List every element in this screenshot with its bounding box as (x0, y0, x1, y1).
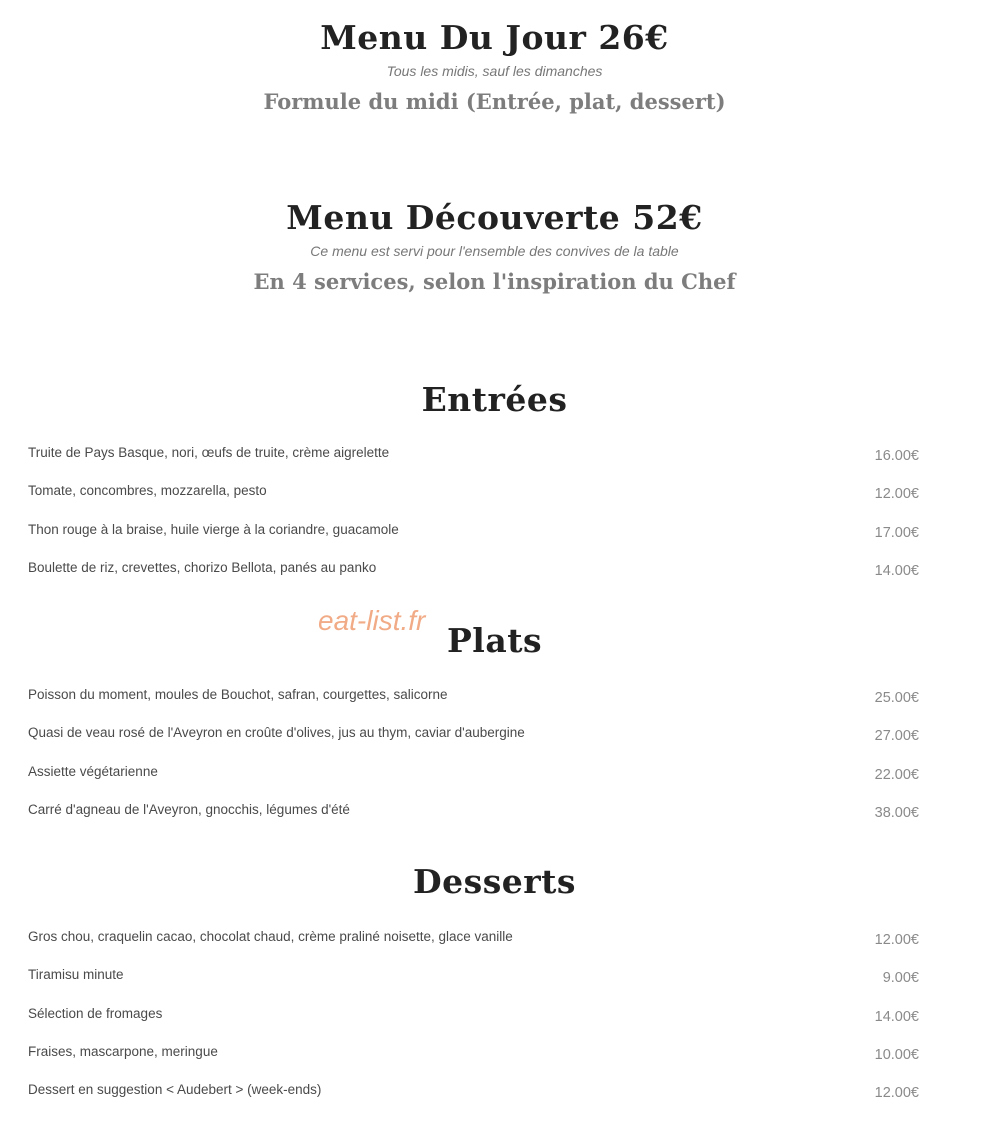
section-title-entrees: Entrées (421, 380, 568, 419)
dish-list-entrees (0, 444, 989, 597)
watermark-text: eat-list.fr (318, 605, 426, 636)
formula-description: Formule du midi (Entrée, plat, dessert) (263, 89, 726, 114)
dish-row (0, 1081, 989, 1119)
dish-name: Gros chou, craquelin cacao, chocolat chaud, crème praliné noisette, glace vanille (28, 929, 513, 944)
dish-row (0, 521, 989, 559)
dish-price: 14.00€ (874, 562, 919, 579)
dish-price: 12.00€ (874, 486, 919, 503)
dish-row (0, 444, 989, 482)
dish-list-plats (0, 686, 989, 839)
dish-row (0, 482, 989, 520)
dish-row (0, 801, 989, 839)
dish-name: Dessert en suggestion < Audebert > (week-ends) (28, 1082, 322, 1098)
dish-price: 10.00€ (874, 1046, 919, 1063)
dish-name: Tomate, concombres, mozzarella, pesto (28, 483, 267, 499)
dish-name: Quasi de veau rosé de l'Aveyron en croûte d'olives, jus au thym, caviar d'aubergine (28, 725, 525, 741)
dish-price: 12.00€ (874, 1085, 919, 1102)
dish-price: 12.00€ (874, 932, 919, 948)
dish-name: Carré d'agneau de l'Aveyron, gnocchis, légumes d'été (28, 801, 350, 817)
dish-price: 17.00€ (874, 524, 919, 541)
dish-row (0, 763, 989, 801)
dish-price: 38.00€ (874, 804, 919, 821)
formula-menu-du-jour (0, 18, 989, 116)
dish-row (0, 966, 989, 1004)
dish-price: 9.00€ (882, 970, 919, 987)
dish-row (0, 559, 989, 597)
dish-name: Sélection de fromages (28, 1005, 163, 1021)
formula-description: En 4 services, selon l'inspiration du Chef (253, 269, 736, 294)
formula-menu-decouverte (0, 198, 989, 296)
formula-title: Menu Découverte 52€ (286, 198, 703, 237)
dish-name: Poisson du moment, moules de Bouchot, safran, courgettes, salicorne (28, 687, 448, 702)
dish-price: 27.00€ (874, 728, 919, 745)
formula-note: Ce menu est servi pour l'ensemble des convives de la table (310, 243, 679, 259)
dish-name: Fraises, mascarpone, meringue (28, 1043, 218, 1059)
dish-price: 14.00€ (874, 1008, 919, 1025)
dish-row (0, 686, 989, 724)
formula-note: Tous les midis, sauf les dimanches (386, 63, 603, 79)
section-title-desserts: Desserts (413, 862, 576, 901)
dish-name: Assiette végétarienne (28, 763, 158, 779)
dish-row (0, 724, 989, 762)
dish-row (0, 1043, 989, 1081)
dish-row (0, 928, 989, 966)
dish-name: Truite de Pays Basque, nori, œufs de truite, crème aigrelette (28, 445, 390, 460)
dish-list-desserts (0, 928, 989, 1119)
formula-title: Menu Du Jour 26€ (320, 18, 669, 57)
dish-name: Boulette de riz, crevettes, chorizo Bellota, panés au panko (28, 559, 377, 575)
dish-price: 22.00€ (874, 766, 919, 783)
dish-name: Tiramisu minute (28, 967, 124, 983)
dish-row (0, 1005, 989, 1043)
section-title-plats: Plats (446, 621, 543, 660)
dish-price: 16.00€ (874, 448, 919, 464)
dish-name: Thon rouge à la braise, huile vierge à la coriandre, guacamole (28, 521, 399, 537)
dish-price: 25.00€ (874, 690, 919, 706)
